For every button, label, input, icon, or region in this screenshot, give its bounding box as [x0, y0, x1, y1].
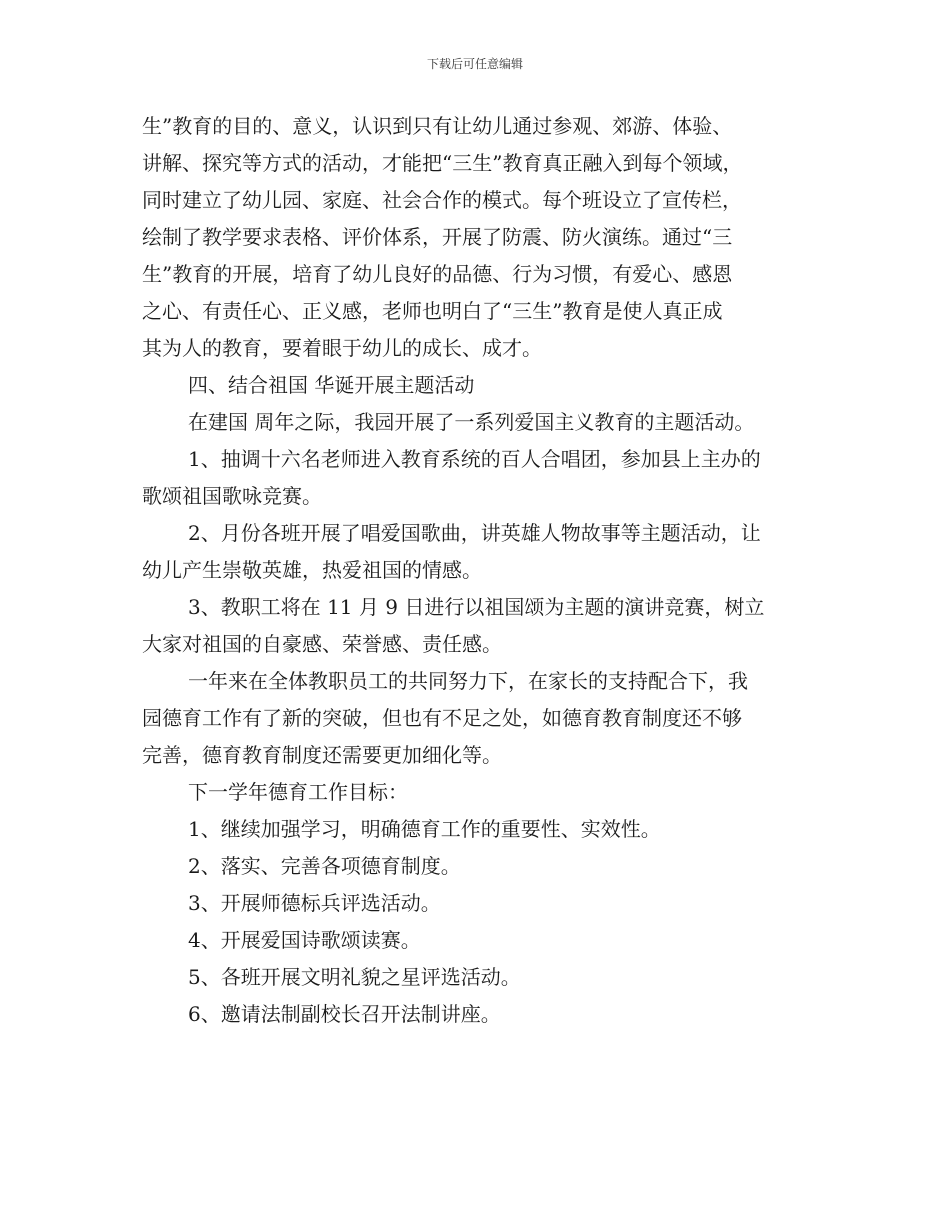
text-line: 四、结合祖国 华诞开展主题活动 — [188, 373, 475, 397]
document-body — [142, 108, 812, 1033]
text-line: 1、继续加强学习，明确德育工作的重要性、实效性。 — [188, 817, 661, 841]
text-line: 歌颂祖国歌咏竞赛。 — [142, 484, 322, 508]
text-line: 2、落实、完善各项德育制度。 — [188, 854, 461, 878]
text-line: 1、抽调十六名老师进入教育系统的百人合唱团，参加县上主办的 — [188, 447, 761, 471]
text-line: 5、各班开展文明礼貌之星评选活动。 — [188, 965, 521, 989]
text-line: 生”教育的目的、意义，认识到只有让幼儿通过参观、郊游、体验、 — [142, 114, 733, 138]
page-header: 下载后可任意编辑 — [426, 57, 523, 71]
text-line: 6、邀请法制副校长召开法制讲座。 — [188, 1002, 501, 1026]
text-line: 下一学年德育工作目标： — [188, 780, 408, 804]
text-line: 园德育工作有了新的突破，但也有不足之处，如德育教育制度还不够 — [142, 706, 742, 730]
text-line: 同时建立了幼儿园、家庭、社会合作的模式。每个班设立了宣传栏， — [142, 188, 742, 212]
text-line: 大家对祖国的自豪感、荣誉感、责任感。 — [142, 632, 502, 656]
text-line: 完善，德育教育制度还需要更加细化等。 — [142, 743, 502, 767]
text-line: 2、月份各班开展了唱爱国歌曲，讲英雄人物故事等主题活动，让 — [188, 521, 761, 545]
text-line: 其为人的教育，要着眼于幼儿的成长、成才。 — [142, 336, 542, 360]
text-line: 之心、有责任心、正义感，老师也明白了“三生”教育是使人真正成 — [142, 299, 723, 323]
text-line: 3、开展师德标兵评选活动。 — [188, 891, 441, 915]
text-line: 幼儿产生崇敬英雄，热爱祖国的情感。 — [142, 558, 482, 582]
text-line: 3、教职工将在 11 月 9 日进行以祖国颂为主题的演讲竞赛，树立 — [188, 595, 765, 619]
text-line: 4、开展爱国诗歌颂读赛。 — [188, 928, 421, 952]
text-line: 一年来在全体教职员工的共同努力下，在家长的支持配合下，我 — [188, 669, 748, 693]
text-line: 绘制了教学要求表格、评价体系，开展了防震、防火演练。通过“三 — [142, 225, 733, 249]
text-line: 在建国 周年之际，我园开展了一系列爱国主义教育的主题活动。 — [188, 410, 755, 434]
text-line: 生”教育的开展，培育了幼儿良好的品德、行为习惯，有爱心、感恩 — [142, 262, 733, 286]
text-line: 讲解、探究等方式的活动，才能把“三生”教育真正融入到每个领域， — [142, 151, 743, 175]
